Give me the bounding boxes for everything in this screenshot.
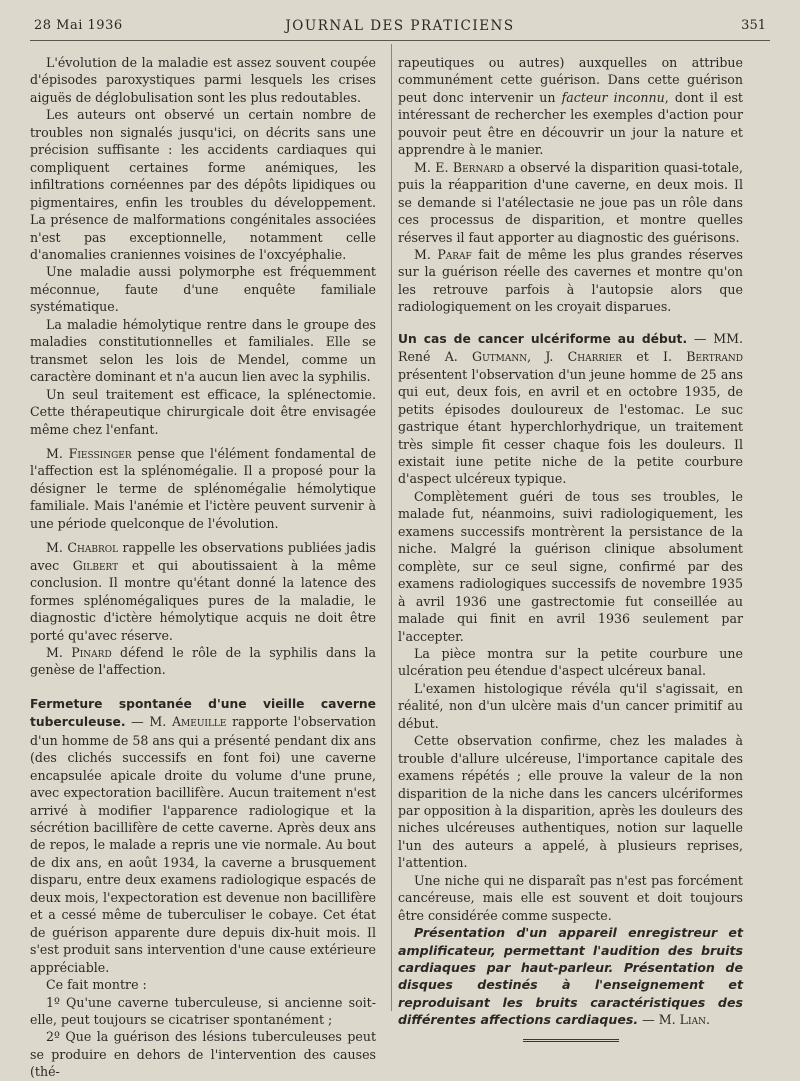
author-name: Pinard <box>71 644 112 660</box>
bernard-paragraph <box>398 159 743 246</box>
emphasis: facteur inconnu <box>561 89 665 105</box>
author-name: Bertrand <box>686 349 743 365</box>
author-name: Fiessinger <box>68 445 132 461</box>
author-name: Gilbert <box>72 557 119 573</box>
chabrol-paragraph <box>30 539 376 644</box>
paragraph: Ce fait montre : <box>46 977 147 993</box>
pinard-paragraph <box>30 644 376 679</box>
fiessinger-paragraph <box>30 445 376 532</box>
author-name: Paraf <box>437 246 472 262</box>
text: M. E. <box>414 159 453 175</box>
text: rapporte l'observation d'un homme de 58 ans qui a présenté pendant dix ans (des clichés successifs en font foi) une caverne encapsulée apicale droite du volume d'une prune, avec expectoration bacillifère. Aucun traitement n'est arrivé à modifier l'apparence radiologique et la sécrétion bacillifère de cette caverne. Après deux ans de repos, le malade a repris une vie normale. Au bout de dix ans, en août 1934, la caverne a brusquement disparu, entre deux examens radiologique espacés de deux mois, l'expectoration est devenue non bacillifère et a cessé même de tuberculiser le cobaye. Cet état de guérison apparente dure depuis dix-huit mois. Il s'est produit sans intervention d'une cause extérieure appréciable. <box>30 714 376 975</box>
paragraph: Complètement guéri de tous ses troubles, le malade fut, néanmoins, suivi radiologiquement, les examens successifs montrèrent la persistance de la niche. Malgré la guérison clinique absolument complète, sur ce seul signe, confirmé par des examens radiologiques successifs de novembre 1935 à avril 1936 une gastrectomie fut conseillée au malade qui finit en avril 1936 seulement par l'accepter. <box>398 488 743 644</box>
text: présentent l'observation d'un jeune homme de 25 ans qui eut, deux fois, en avril et en octobre 1935, de petits épisodes douloureux de l'estomac. Le suc gastrique étant hyperchlorhydrique, un traitement très simple fit cesser chaque fois les douleurs. Il existait iune petite niche de la petite courbure d'aspect ulcéreux typique. <box>398 366 743 487</box>
column-separator <box>391 44 392 1011</box>
text: . <box>705 1012 710 1028</box>
issue-date: 28 Mai 1936 <box>34 18 123 33</box>
author-name: Bernard <box>452 159 504 175</box>
page-number: 351 <box>741 18 766 33</box>
paragraph: L'examen histologique révéla qu'il s'agissait, en réalité, non d'un ulcère mais d'un cancer primitif au début. <box>398 680 743 731</box>
running-header <box>34 16 766 38</box>
section-paragraph <box>398 330 743 488</box>
text: — MM. René A. <box>398 330 743 365</box>
author-name: Chabrol <box>67 540 119 556</box>
text: pense que l'élément fondamental de l'affection est la splénomégalie. Il a proposé pour la désigner le terme de splénomégalie hémolytique familiale. Mais l'anémie et l'ictère peuvent survenir à une période quelconque de l'évolution. <box>30 445 377 531</box>
author-name: Gutmann <box>472 349 528 365</box>
text: défend le rôle de la syphilis dans la genèse de l'affection. <box>30 644 376 678</box>
list-item: 1º Qu'une caverne tuberculeuse, si ancienne soit-elle, peut toujours se cicatriser spontanément ; <box>30 994 376 1028</box>
author-name: Lian <box>679 1012 706 1028</box>
paragraph: La maladie hémolytique rentre dans le groupe des maladies constitutionnelles et familiales. Elle se transmet selon les lois de Mendel, comme un caractère dominant et n'a aucun lien avec la syphilis. <box>30 316 376 385</box>
text: M. <box>46 540 68 556</box>
text: , J. <box>527 349 568 365</box>
right-column <box>398 54 743 1044</box>
text: et I. <box>622 349 687 365</box>
end-rule <box>523 1039 619 1044</box>
text: M. <box>414 246 438 262</box>
text: M. <box>46 445 69 461</box>
author-name: Charrier <box>567 349 623 365</box>
heading-text: Présentation d'un appareil enregistreur et amplificateur, permettant l'audition des bruits cardiaques par haut-parleur. Présentation de disques destinés à l'enseignement et reproduisant les bruits caractéristiques des différentes affections cardiaques. <box>398 925 743 1028</box>
paraf-paragraph <box>398 246 743 316</box>
left-column <box>30 54 376 1081</box>
author-name: Ameuille <box>171 714 227 730</box>
paragraph: Les auteurs ont observé un certain nombre de troubles non signalés jusqu'ici, on décrits sans une précision suffisante : les accidents cardiaques qui compliquent certaines forme anémiques, les infiltrations cornéennes par des dépôts lipidiques ou pigmentaires, enfin les troubles du développement. La présence de malformations congénitales associées n'est pas exceptionnelle, notamment celle d'anomalies craniennes voisines de l'oxcyéphalie. <box>30 107 376 262</box>
list-item: 2º Que la guérison des lésions tuberculeuses peut se produire en dehors de l'intervention des causes (thé- <box>30 1029 376 1080</box>
text: , dont il est intéressant de rechercher les exemples d'action pour pouvoir peut être en découvrir un jour la nature et apprendre à le manier. <box>398 89 743 158</box>
text: rapeutiques ou autres) auxquelles on attribue communément cette guérison. Dans cette guérison peut donc intervenir un <box>398 55 743 105</box>
paragraph: Une maladie aussi polymorphe est fréquemment méconnue, faute d'une enquête familiale systématique. <box>30 264 376 315</box>
section-heading: Un cas de cancer ulcériforme au début. <box>398 331 688 346</box>
text: a observé la disparition quasi-totale, puis la réapparition d'une caverne, en deux mois. Il se demande si l'atélectasie ne joue pas un rôle dans ces processus de disparition, et montre quelles réserves il faut apporter au diagnostic des guérisons. <box>398 159 743 245</box>
text: — M. <box>125 714 172 730</box>
continued-paragraph <box>398 54 743 159</box>
paragraph: Un seul traitement est efficace, la splénectomie. Cette thérapeutique chirurgicale doit être envisagée même chez l'enfant. <box>30 386 376 437</box>
paragraph: Cette observation confirme, chez les malades à trouble d'allure ulcéreuse, l'importance capitale des examens répétés ; elle prouve la valeur de la non disparition de la niche dans les cancers ulcériformes par opposition à la disparition, après les douleurs des niches ulcéreuses authentiques, notion sur laquelle l'un des auteurs a appelé, à plusieurs reprises, l'attention. <box>398 733 743 871</box>
final-section-heading <box>398 924 743 1028</box>
section-heading: Fermeture spontanée d'une vieille caverne tuberculeuse. <box>30 696 376 730</box>
paragraph: Une niche qui ne disparaît pas n'est pas forcément cancéreuse, mais elle est souvent et doit toujours être considérée comme suspecte. <box>398 872 743 923</box>
header-rule <box>30 40 770 41</box>
journal-title: JOURNAL DES PRATICIENS <box>285 18 515 34</box>
text: et qui aboutissaient à la même conclusion. Il montre qu'étant donné la latence des formes splénomégaliques pures de la maladie, le diagnostic d'ictère hémolytique acquis ne doit être porté qu'avec réserve. <box>30 557 376 643</box>
paragraph: La pièce montra sur la petite courbure une ulcération peu étendue d'aspect ulcéreux banal. <box>398 645 743 679</box>
text: — M. <box>638 1012 680 1028</box>
text: M. <box>46 644 72 660</box>
text: fait de même les plus grandes réserves sur la guérison réelle des cavernes et montre qu'on les retrouve parfois à l'autopsie alors que radiologiquement on les croyait disparues. <box>398 246 743 315</box>
section-paragraph <box>30 695 376 976</box>
paragraph: L'évolution de la maladie est assez souvent coupée d'épisodes paroxystiques parmi lesquels les crises aiguës de déglobulisation sont les plus redoutables. <box>30 55 376 105</box>
text: rappelle les observations publiées jadis avec <box>30 540 376 573</box>
